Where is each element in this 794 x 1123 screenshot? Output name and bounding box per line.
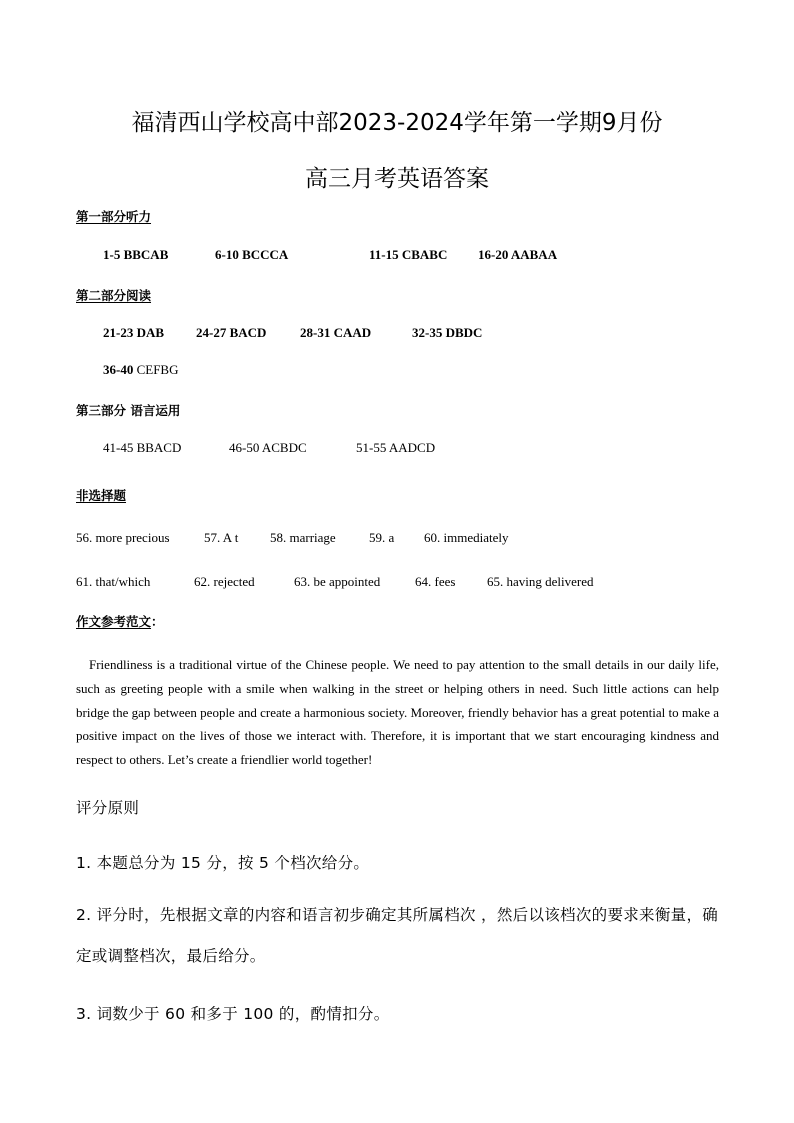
model-essay: Friendliness is a traditional virtue of the Chinese people. We need to pay attention to the small details in our daily life, such as greeting people with a smile when walking in the street or helping others in need. Such little actions can help bridge the gap between people and create a harmonious society. Moreover, friendly behavior has a great potential to make a positive impact on the lives of those we interact with. Therefore, it is important that we start encouraging kindness and respect to others. Let’s create a friendlier world together! — [76, 657, 719, 768]
section-heading-listening: 第一部分听力 — [76, 209, 152, 224]
grading-item-2: 2. 评分时，先根据文章的内容和语言初步确定其所属档次 ，然后以该档次的要求来衡量，确定或调整档次，最后给分。 — [76, 906, 719, 965]
answer-letters: CEFBG — [136, 362, 179, 377]
answer-item: 56. more precious — [76, 530, 170, 545]
answer-item: 59. a — [369, 530, 395, 545]
answer-group: 32-35 DBDC — [412, 325, 483, 340]
answer-group: 11-15 CBABC — [369, 247, 448, 262]
section-heading-reading: 第二部分阅读 — [76, 288, 152, 303]
answer-group: 6-10 BCCCA — [215, 247, 289, 262]
answer-group — [103, 362, 179, 378]
answer-item: 63. be appointed — [294, 574, 381, 589]
section-heading-essay — [76, 612, 164, 630]
answer-group: 21-23 DAB — [103, 325, 165, 340]
page-title: 福清西山学校高中部2023-2024学年第一学期9月份 — [131, 110, 663, 136]
answer-item: 61. that/which — [76, 574, 151, 589]
answer-group: 28-31 CAAD — [300, 325, 372, 340]
page-subtitle: 高三月考英语答案 — [305, 166, 489, 192]
answer-group: 41-45 BBACD — [103, 440, 182, 455]
answer-range: 36-40 — [103, 362, 134, 377]
answer-item: 62. rejected — [194, 574, 255, 589]
grading-heading: 评分原则 — [76, 799, 140, 817]
answer-item: 58. marriage — [270, 530, 336, 545]
answer-item: 57. A t — [204, 530, 239, 545]
answer-group: 24-27 BACD — [196, 325, 267, 340]
answer-item: 60. immediately — [424, 530, 509, 545]
section-heading-language-use: 第三部分 语言运用 — [76, 403, 181, 418]
answer-item: 65. having delivered — [487, 574, 594, 589]
answer-group: 51-55 AADCD — [356, 440, 436, 455]
answer-group: 16-20 AABAA — [478, 247, 558, 262]
answer-group: 1-5 BBCAB — [103, 247, 169, 262]
grading-item-1: 1. 本题总分为 15 分，按 5 个档次给分。 — [76, 854, 370, 872]
answer-group: 46-50 ACBDC — [229, 440, 307, 455]
answer-item: 64. fees — [415, 574, 456, 589]
grading-item-3: 3. 词数少于 60 和多于 100 的，酌情扣分。 — [76, 1005, 390, 1023]
essay-heading-text: 作文参考范文 — [76, 614, 152, 629]
essay-heading-colon: ： — [151, 614, 164, 629]
section-heading-non-choice: 非选择题 — [76, 488, 127, 503]
